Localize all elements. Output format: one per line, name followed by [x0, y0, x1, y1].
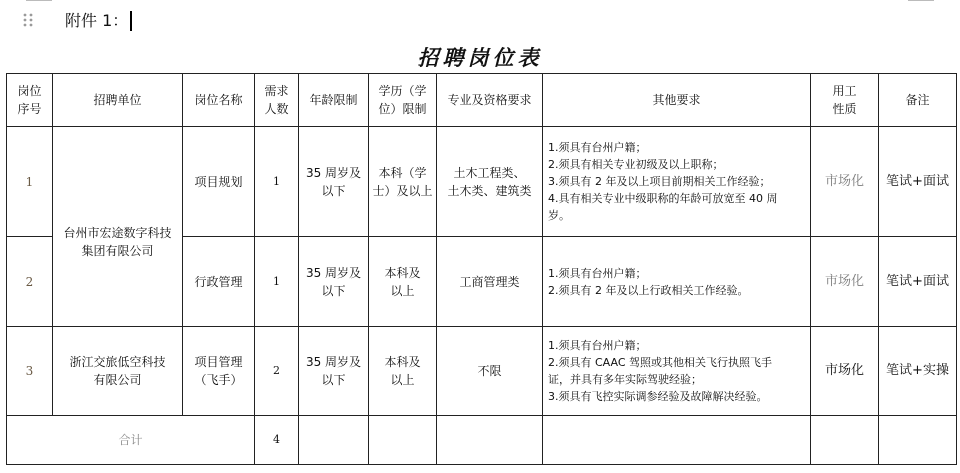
- cell-no[interactable]: 1: [7, 127, 53, 237]
- cell-empty[interactable]: [299, 416, 369, 465]
- recruitment-table: [6, 73, 957, 465]
- cell-empty[interactable]: [437, 416, 543, 465]
- header-no-line2: 序号: [17, 102, 42, 116]
- header-major: 专业及资格要求: [437, 74, 543, 127]
- table-row: [7, 127, 957, 237]
- cell-edu[interactable]: 本科及 以上: [369, 237, 437, 327]
- header-other: 其他要求: [543, 74, 811, 127]
- cell-nature[interactable]: 市场化: [811, 127, 879, 237]
- header-age: 年龄限制: [299, 74, 369, 127]
- cell-other[interactable]: [543, 237, 811, 327]
- cell-edu[interactable]: 本科（学 士）及以上: [369, 127, 437, 237]
- cell-other[interactable]: [543, 127, 811, 237]
- other-line: 1.须具有台州户籍；: [548, 141, 647, 154]
- page-corner-mark-right: [908, 0, 934, 1]
- other-line: 2.须具有 CAAC 驾照或其他相关飞行执照飞手: [548, 356, 773, 369]
- cell-empty[interactable]: [811, 416, 879, 465]
- cell-age[interactable]: 35 周岁及 以下: [299, 327, 369, 416]
- cell-age[interactable]: 35 周岁及 以下: [299, 237, 369, 327]
- cell-empty[interactable]: [543, 416, 811, 465]
- table-row: [7, 327, 957, 416]
- table-title: 招聘岗位表: [417, 45, 543, 70]
- other-line: 3.须具有 2 年及以上项目前期相关工作经验；: [548, 175, 771, 188]
- header-count: 需求 人数: [255, 74, 299, 127]
- header-no: [7, 74, 53, 127]
- header-no-line1: 岗位: [17, 84, 42, 98]
- header-edu: 学历（学 位）限制: [369, 74, 437, 127]
- cell-other[interactable]: [543, 327, 811, 416]
- header-nature: 用工 性质: [811, 74, 879, 127]
- header-unit: 招聘单位: [53, 74, 183, 127]
- cell-position[interactable]: 行政管理: [183, 237, 255, 327]
- attachment-line[interactable]: [65, 10, 132, 32]
- cell-remark[interactable]: 笔试+面试: [879, 127, 957, 237]
- cell-unit[interactable]: 浙江交旅低空科技 有限公司: [53, 327, 183, 416]
- cell-position[interactable]: 项目管理 （飞手）: [183, 327, 255, 416]
- cell-empty[interactable]: [369, 416, 437, 465]
- header-position: 岗位名称: [183, 74, 255, 127]
- cell-total-label[interactable]: 合计: [7, 416, 255, 465]
- cell-empty[interactable]: [879, 416, 957, 465]
- cell-age[interactable]: 35 周岁及 以下: [299, 127, 369, 237]
- page-corner-mark-left: [26, 0, 52, 1]
- cell-nature[interactable]: 市场化: [811, 327, 879, 416]
- attachment-label: 附件 1：: [65, 11, 129, 30]
- cell-unit[interactable]: [53, 127, 183, 327]
- other-line: 2.须具有相关专业初级及以上职称；: [548, 158, 724, 171]
- cell-no[interactable]: 3: [7, 327, 53, 416]
- cell-unit-text: 台州市宏途数字科技 集团有限公司: [63, 225, 172, 258]
- cell-nature[interactable]: 市场化: [811, 237, 879, 327]
- cell-position[interactable]: 项目规划: [183, 127, 255, 237]
- cell-major[interactable]: 不限: [437, 327, 543, 416]
- table-total-row: [7, 416, 957, 465]
- other-line: 2.须具有 2 年及以上行政相关工作经验。: [548, 283, 749, 297]
- cell-remark[interactable]: 笔试+面试: [879, 237, 957, 327]
- header-remark: 备注: [879, 74, 957, 127]
- text-cursor: [130, 11, 132, 31]
- cell-edu[interactable]: 本科及 以上: [369, 327, 437, 416]
- cell-no[interactable]: 2: [7, 237, 53, 327]
- cell-major[interactable]: 土木工程类、 土木类、建筑类: [437, 127, 543, 237]
- cell-remark[interactable]: 笔试+实操: [879, 327, 957, 416]
- drag-handle-icon[interactable]: [22, 12, 34, 28]
- other-line: 证，并具有多年实际驾驶经验；: [548, 373, 702, 386]
- cell-major[interactable]: 工商管理类: [437, 237, 543, 327]
- other-line: 1.须具有台州户籍；: [548, 266, 647, 280]
- other-line: 岁。: [548, 209, 570, 222]
- cell-count[interactable]: 1: [255, 237, 299, 327]
- other-line: 1.须具有台州户籍；: [548, 339, 647, 352]
- cell-count[interactable]: 2: [255, 327, 299, 416]
- other-line: 3.须具有飞控实际调参经验及故障解决经验。: [548, 390, 768, 403]
- other-line: 4.具有相关专业中级职称的年龄可放宽至 40 周: [548, 192, 778, 205]
- cell-count[interactable]: 1: [255, 127, 299, 237]
- table-header-row: [7, 74, 957, 127]
- cell-total-count[interactable]: 4: [255, 416, 299, 465]
